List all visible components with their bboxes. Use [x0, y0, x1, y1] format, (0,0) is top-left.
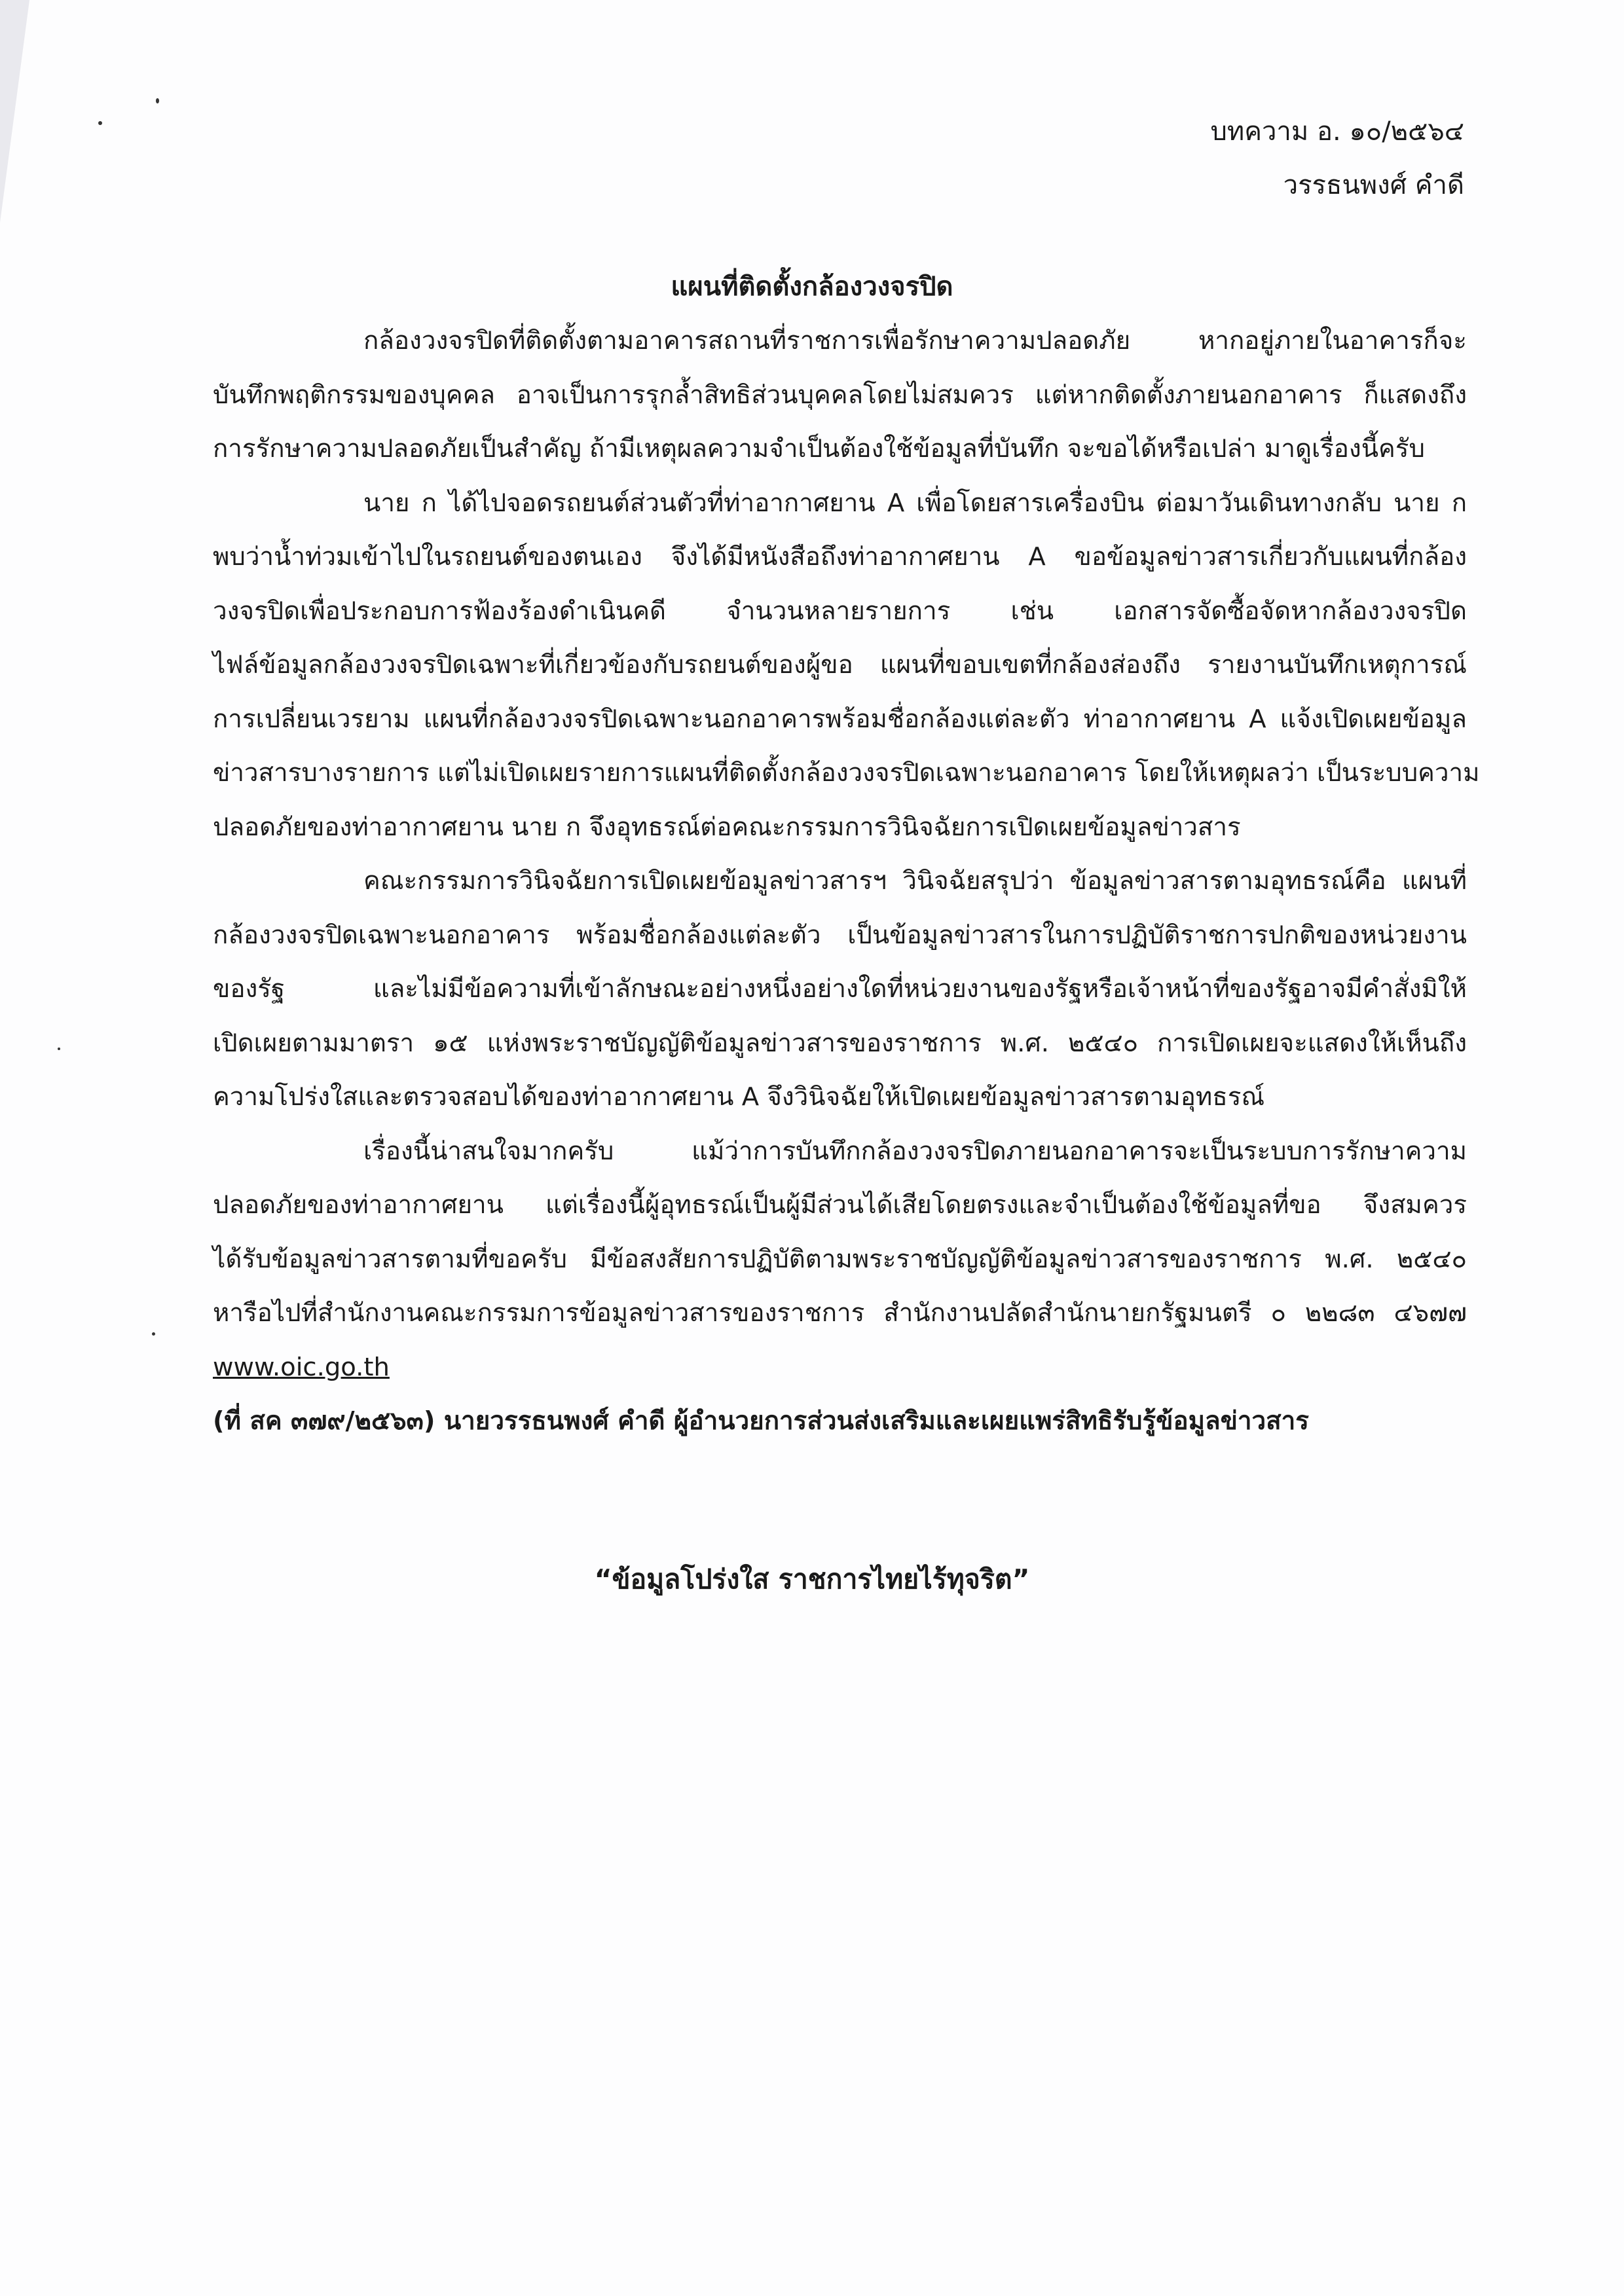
text-line: หารือไปที่สำนักงานคณะกรรมการข้อมูลข่าวสารของราชการ สำนักงานปลัดสำนักนายกรัฐมนตรี ๐ ๒๒๘๓ ๔๖๗๗ [213, 1298, 1467, 1328]
text-line: คณะกรรมการวินิจฉัยการเปิดเผยข้อมูลข่าวสารฯ วินิจฉัยสรุปว่า ข้อมูลข่าวสารตามอุทธรณ์คือ แผนที่ [363, 866, 1467, 896]
website-line [213, 1341, 1467, 1395]
text-line: การเปลี่ยนเวรยาม แผนที่กล้องวงจรปิดเฉพาะนอกอาคารพร้อมชื่อกล้องแต่ละตัว ท่าอากาศยาน A แจ้งเปิดเผยข้อมูล [213, 704, 1467, 734]
document-title: แผนที่ติดตั้งกล้องวงจรปิด [671, 272, 953, 302]
scan-speck [58, 1048, 60, 1050]
text-line: ข่าวสารบางรายการ แต่ไม่เปิดเผยรายการแผนที่ติดตั้งกล้องวงจรปิดเฉพาะนอกอาคาร โดยให้เหตุผลว่า เป็นระบบความ [213, 758, 1480, 788]
document-header [1210, 105, 1464, 212]
scan-speck [98, 121, 102, 125]
author-name: วรรธนพงศ์ คำดี [1283, 170, 1464, 200]
slogan: “ข้อมูลโปร่งใส ราชการไทยไร้ทุจริต” [594, 1563, 1030, 1595]
article-number: บทความ อ. ๑๐/๒๕๖๔ [1210, 117, 1464, 147]
scan-speck [156, 98, 159, 103]
text-line: วงจรปิดเพื่อประกอบการฟ้องร้องดำเนินคดี จำนวนหลายรายการ เช่น เอกสารจัดซื้อจัดหากล้องวงจรปิด [213, 596, 1467, 626]
website-link[interactable]: www.oic.go.th [213, 1352, 390, 1382]
text-line: เปิดเผยตามมาตรา ๑๕ แห่งพระราชบัญญัติข้อมูลข่าวสารของราชการ พ.ศ. ๒๕๔๐ การเปิดเผยจะแสดงให้เห็นถึง [213, 1028, 1467, 1058]
text-line: ปลอดภัยของท่าอากาศยาน นาย ก จึงอุทธรณ์ต่อคณะกรรมการวินิจฉัยการเปิดเผยข้อมูลข่าวสาร [213, 812, 1241, 842]
text-line: ไฟล์ข้อมูลกล้องวงจรปิดเฉพาะที่เกี่ยวข้องกับรถยนต์ของผู้ขอ แผนที่ขอบเขตที่กล้องส่องถึง รายงานบันทึกเหตุการณ์ [213, 650, 1467, 680]
reference-line: (ที่ สค ๓๗๙/๒๕๖๓) นายวรรธนพงศ์ คำดี ผู้อำนวยการส่วนส่งเสริมและเผยแพร่สิทธิรับรู้ข้อมูลข่าวสาร [213, 1406, 1309, 1436]
text-line: ได้รับข้อมูลข่าวสารตามที่ขอครับ มีข้อสงสัยการปฏิบัติตามพระราชบัญญัติข้อมูลข่าวสารของราชการ พ.ศ. ๒๕๔๐ [213, 1244, 1467, 1274]
text-line: ความโปร่งใสและตรวจสอบได้ของท่าอากาศยาน A จึงวินิจฉัยให้เปิดเผยข้อมูลข่าวสารตามอุทธรณ์ [213, 1082, 1265, 1112]
text-line: นาย ก ได้ไปจอดรถยนต์ส่วนตัวที่ท่าอากาศยาน A เพื่อโดยสารเครื่องบิน ต่อมาวันเดินทางกลับ นาย ก [363, 488, 1467, 518]
text-line: ปลอดภัยของท่าอากาศยาน แต่เรื่องนี้ผู้อุทธรณ์เป็นผู้มีส่วนได้เสียโดยตรงและจำเป็นต้องใช้ข้อมูลที่ขอ จึงสมควร [213, 1190, 1467, 1220]
text-line: ของรัฐ และไม่มีข้อความที่เข้าลักษณะอย่างหนึ่งอย่างใดที่หน่วยงานของรัฐหรือเจ้าหน้าที่ของรัฐอาจมีคำสั่งมิให้ [213, 974, 1467, 1004]
paragraph-decision [213, 854, 1467, 1125]
scan-speck [152, 1332, 155, 1336]
document-body [213, 314, 1480, 1449]
text-line: กล้องวงจรปิดเฉพาะนอกอาคาร พร้อมชื่อกล้องแต่ละตัว เป็นข้อมูลข่าวสารในการปฏิบัติราชการปกติของหน่วยงาน [213, 920, 1467, 950]
text-line: กล้องวงจรปิดที่ติดตั้งตามอาคารสถานที่ราชการเพื่อรักษาความปลอดภัย หากอยู่ภายในอาคารก็จะ [363, 326, 1467, 355]
text-line: พบว่าน้ำท่วมเข้าไปในรถยนต์ของตนเอง จึงได้มีหนังสือถึงท่าอากาศยาน A ขอข้อมูลข่าวสารเกี่ยวกับแผนที่กล้อง [213, 542, 1467, 572]
paragraph-case [213, 477, 1480, 855]
text-line: บันทึกพฤติกรรมของบุคคล อาจเป็นการรุกล้ำสิทธิส่วนบุคคลโดยไม่สมควร แต่หากติดตั้งภายนอกอาคาร ก็แสดงถึง [213, 380, 1467, 410]
paragraph-intro [213, 314, 1467, 477]
paragraph-conclusion [213, 1125, 1467, 1341]
folded-corner [0, 0, 29, 223]
text-line: การรักษาความปลอดภัยเป็นสำคัญ ถ้ามีเหตุผลความจำเป็นต้องใช้ข้อมูลที่บันทึก จะขอได้หรือเปล่า มาดูเรื่องนี้ครับ [213, 434, 1425, 464]
text-line: เรื่องนี้น่าสนใจมากครับ แม้ว่าการบันทึกกล้องวงจรปิดภายนอกอาคารจะเป็นระบบการรักษาความ [363, 1136, 1467, 1166]
